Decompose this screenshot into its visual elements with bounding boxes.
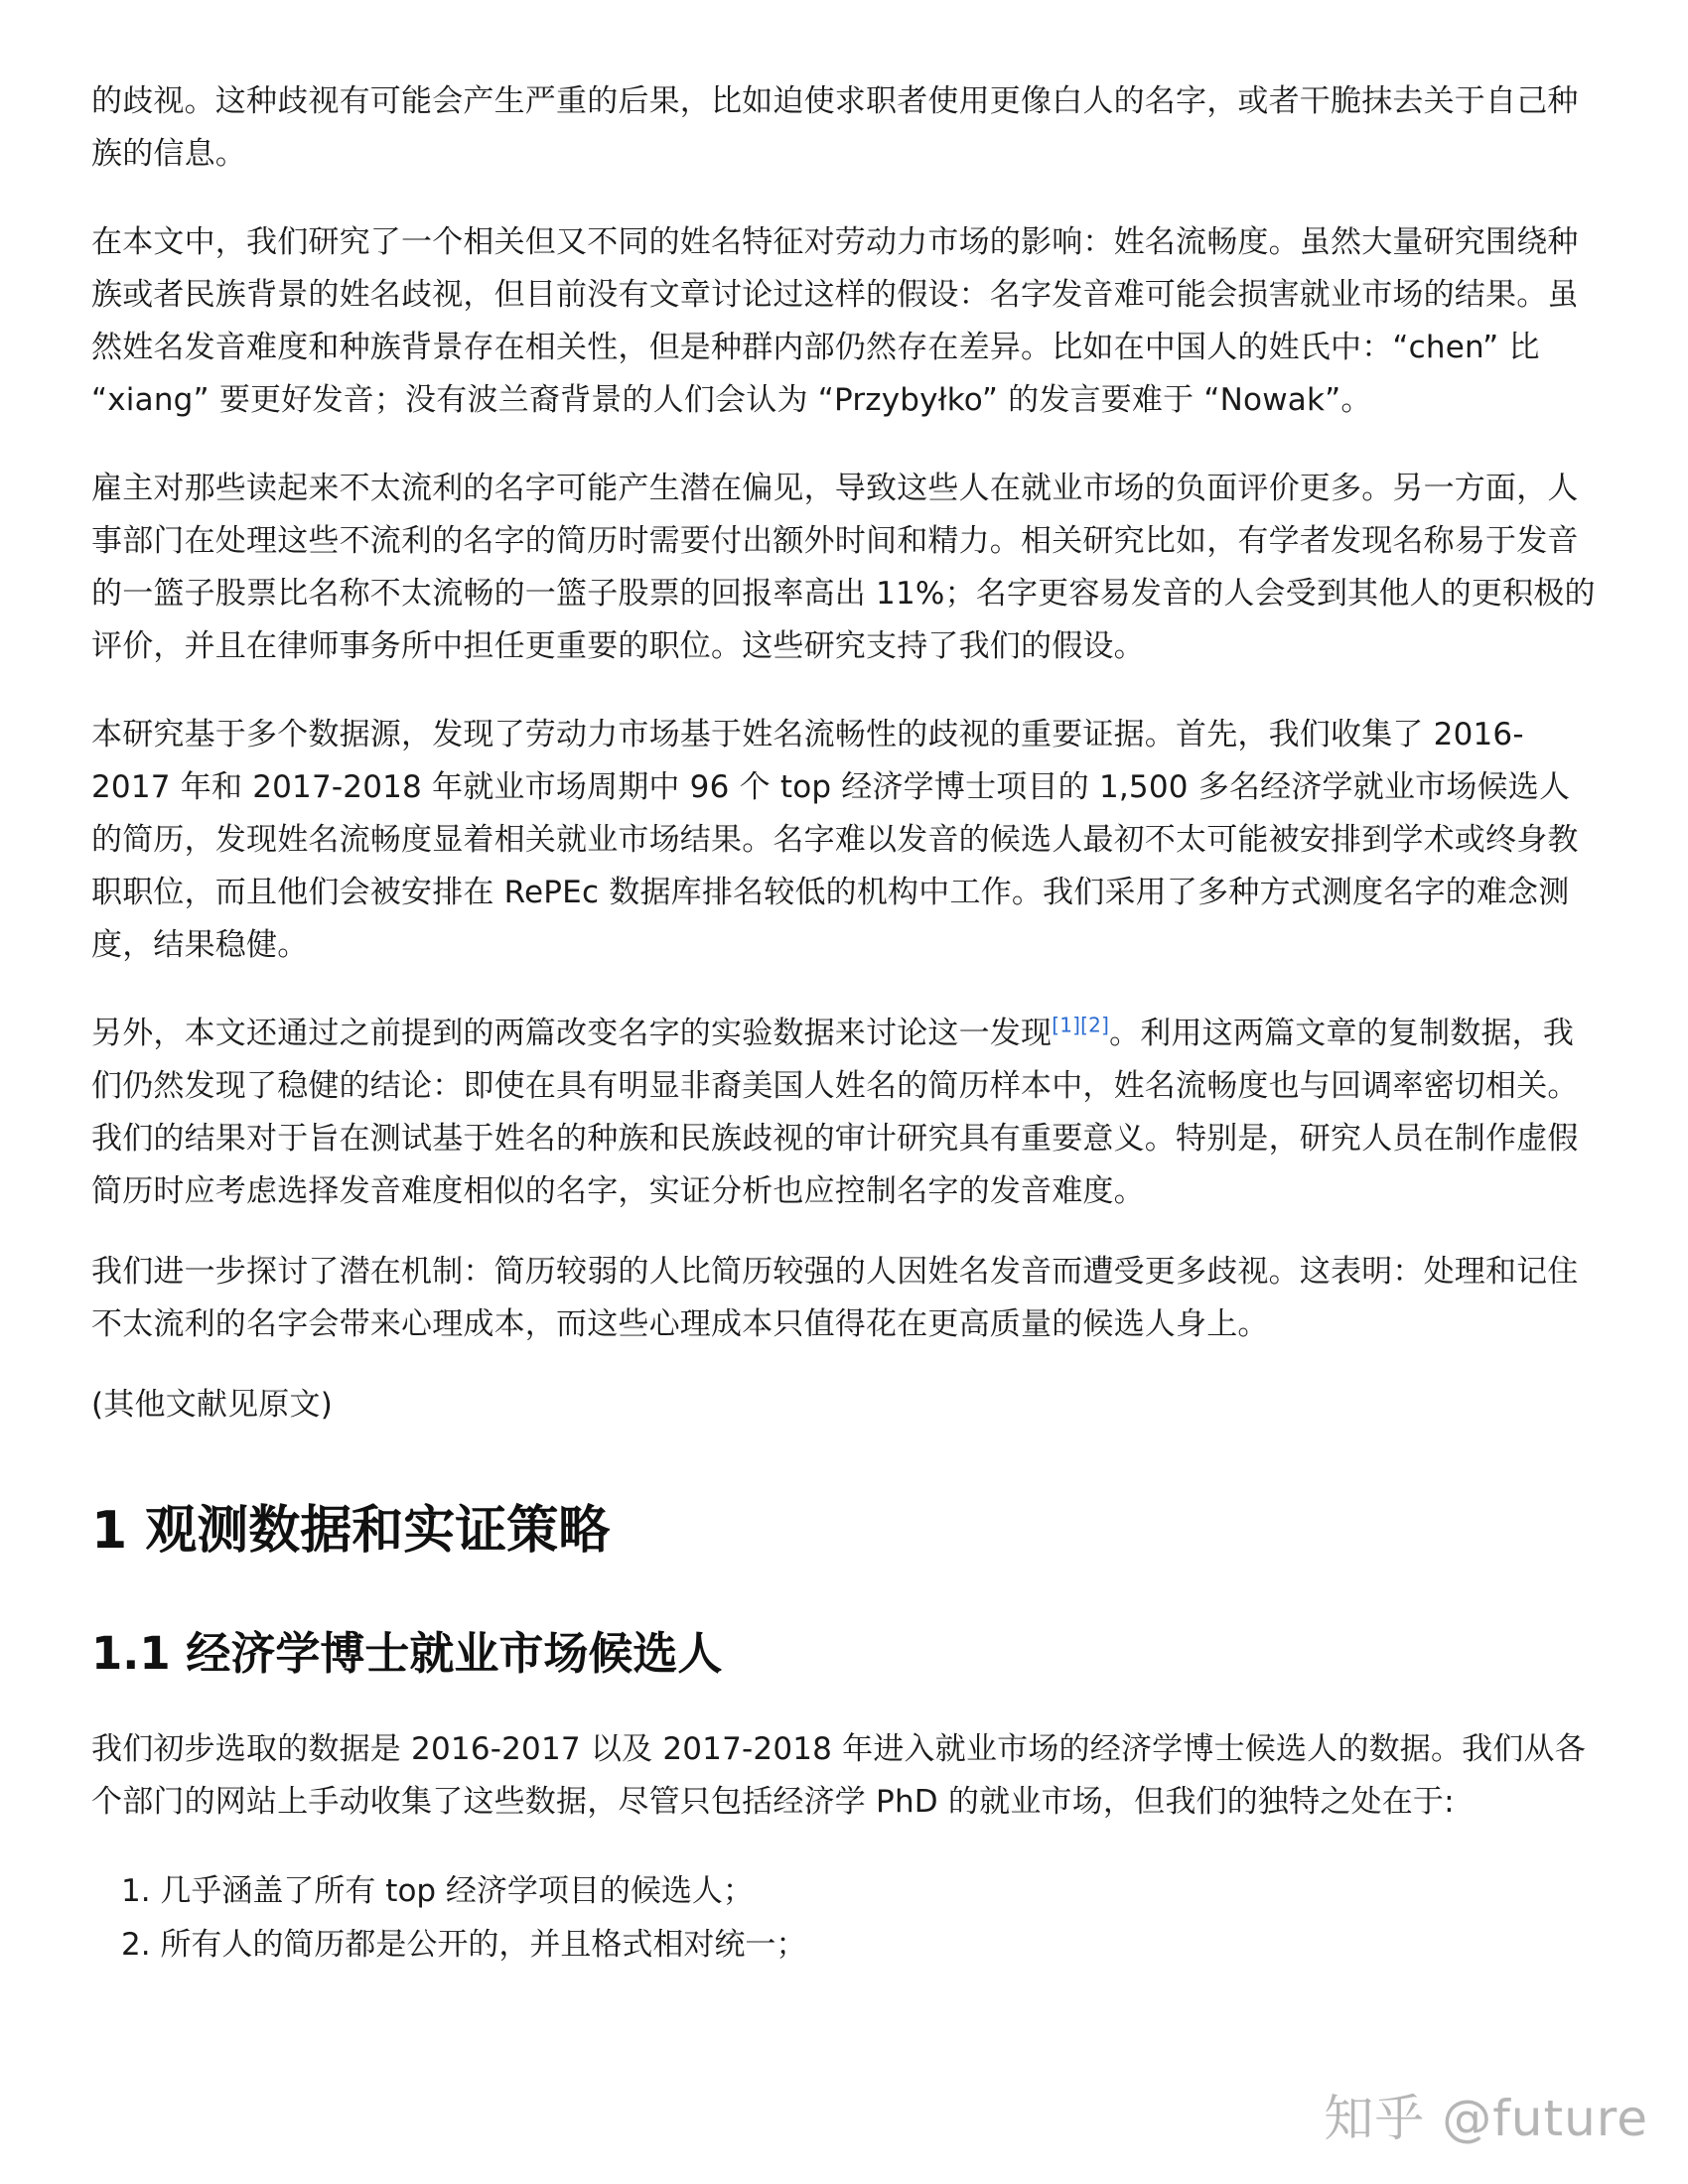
paragraph-8: 我们初步选取的数据是 2016-2017 以及 2017-2018 年进入就业市场的经济学博士候选人的数据。我们从各个部门的网站上手动收集了这些数据，尽管只包括经济学 PhD 的就业市场，但我们的独特之处在于: [91,1731,1586,1820]
paragraph-2: 在本文中，我们研究了一个相关但又不同的姓名特征对劳动力市场的影响：姓名流畅度。虽然大量研究围绕种族或者民族背景的姓名歧视，但目前没有文章讨论过这样的假设：名字发音难可能会损害就业市场的结果。虽然姓名发音难度和种族背景存在相关性，但是种群内部仍然存在差异。比如在中国人的姓氏中：“chen” 比 “xiang” 要更好发音；没有波兰裔背景的人们会认为 “Przybyłko” 的发言要难于 “Nowak”。 [91,224,1579,418]
reference-1-text[interactable]: [1] [1052,1013,1081,1037]
reference-2-text[interactable]: [2] [1080,1013,1110,1037]
subsection-heading: 1.1 经济学博士就业市场候选人 [91,1627,723,1680]
list-item: 1. 几乎涵盖了所有 top 经济学项目的候选人； [121,1873,754,1909]
paragraph-1: 的歧视。这种歧视有可能会产生严重的后果，比如迫使求职者使用更像白人的名字，或者干脆抹去关于自己种族的信息。 [91,83,1579,172]
zhihu-watermark: 知乎 @future [1324,2090,1648,2147]
numbered-list [91,1864,1596,1972]
paragraph-3: 雇主对那些读起来不太流利的名字可能产生潜在偏见，导致这些人在就业市场的负面评价更多。另一方面，人事部门在处理这些不流利的名字的简历时需要付出额外时间和精力。相关研究比如，有学者发现名称易于发音的一篮子股票比名称不太流畅的一篮子股票的回报率高出 11%；名字更容易发音的人会受到其他人的更积极的评价，并且在律师事务所中担任更重要的职位。这些研究支持了我们的假设。 [91,471,1596,664]
paragraph-5 [91,1008,1596,1218]
paragraph-6: 我们进一步探讨了潜在机制：简历较弱的人比简历较强的人因姓名发音而遭受更多歧视。这表明：处理和记住不太流利的名字会带来心理成本，而这些心理成本只值得花在更高质量的候选人身上。 [91,1254,1579,1342]
reference-link-1[interactable] [1052,1014,1080,1037]
paragraph-4: 本研究基于多个数据源，发现了劳动力市场基于姓名流畅性的歧视的重要证据。首先，我们收集了 2016-2017 年和 2017-2018 年就业市场周期中 96 个 top 经济学博士项目的 1,500 多名经济学就业市场候选人的简历，发现姓名流畅度显着相关就业市场结果。名字难以发音的候选人最初不太可能被安排到学术或终身教职职位，而且他们会被安排在 RePEc 数据库排名较低的机构中工作。我们采用了多种方式测度名字的难念测度，结果稳健。 [91,717,1579,963]
paragraph-5-after: 。利用这两篇文章的复制数据，我们仍然发现了稳健的结论：即使在具有明显非裔美国人姓名的简历样本中，姓名流畅度也与回调率密切相关。我们的结果对于旨在测试基于姓名的种族和民族歧视的审计研究具有重要意义。特别是，研究人员在制作虚假简历时应考虑选择发音难度相似的名字，实证分析也应控制名字的发音难度。 [91,1016,1579,1209]
article-body [91,75,1596,1972]
paragraph-5-before: 另外，本文还通过之前提到的两篇改变名字的实验数据来讨论这一发现 [91,1016,1053,1051]
list-item: 2. 所有人的简历都是公开的，并且格式相对统一； [121,1927,807,1963]
section-heading: 1 观测数据和实证策略 [91,1501,611,1561]
reference-link-2[interactable] [1080,1014,1109,1037]
paragraph-7: (其他文献见原文) [91,1387,333,1423]
